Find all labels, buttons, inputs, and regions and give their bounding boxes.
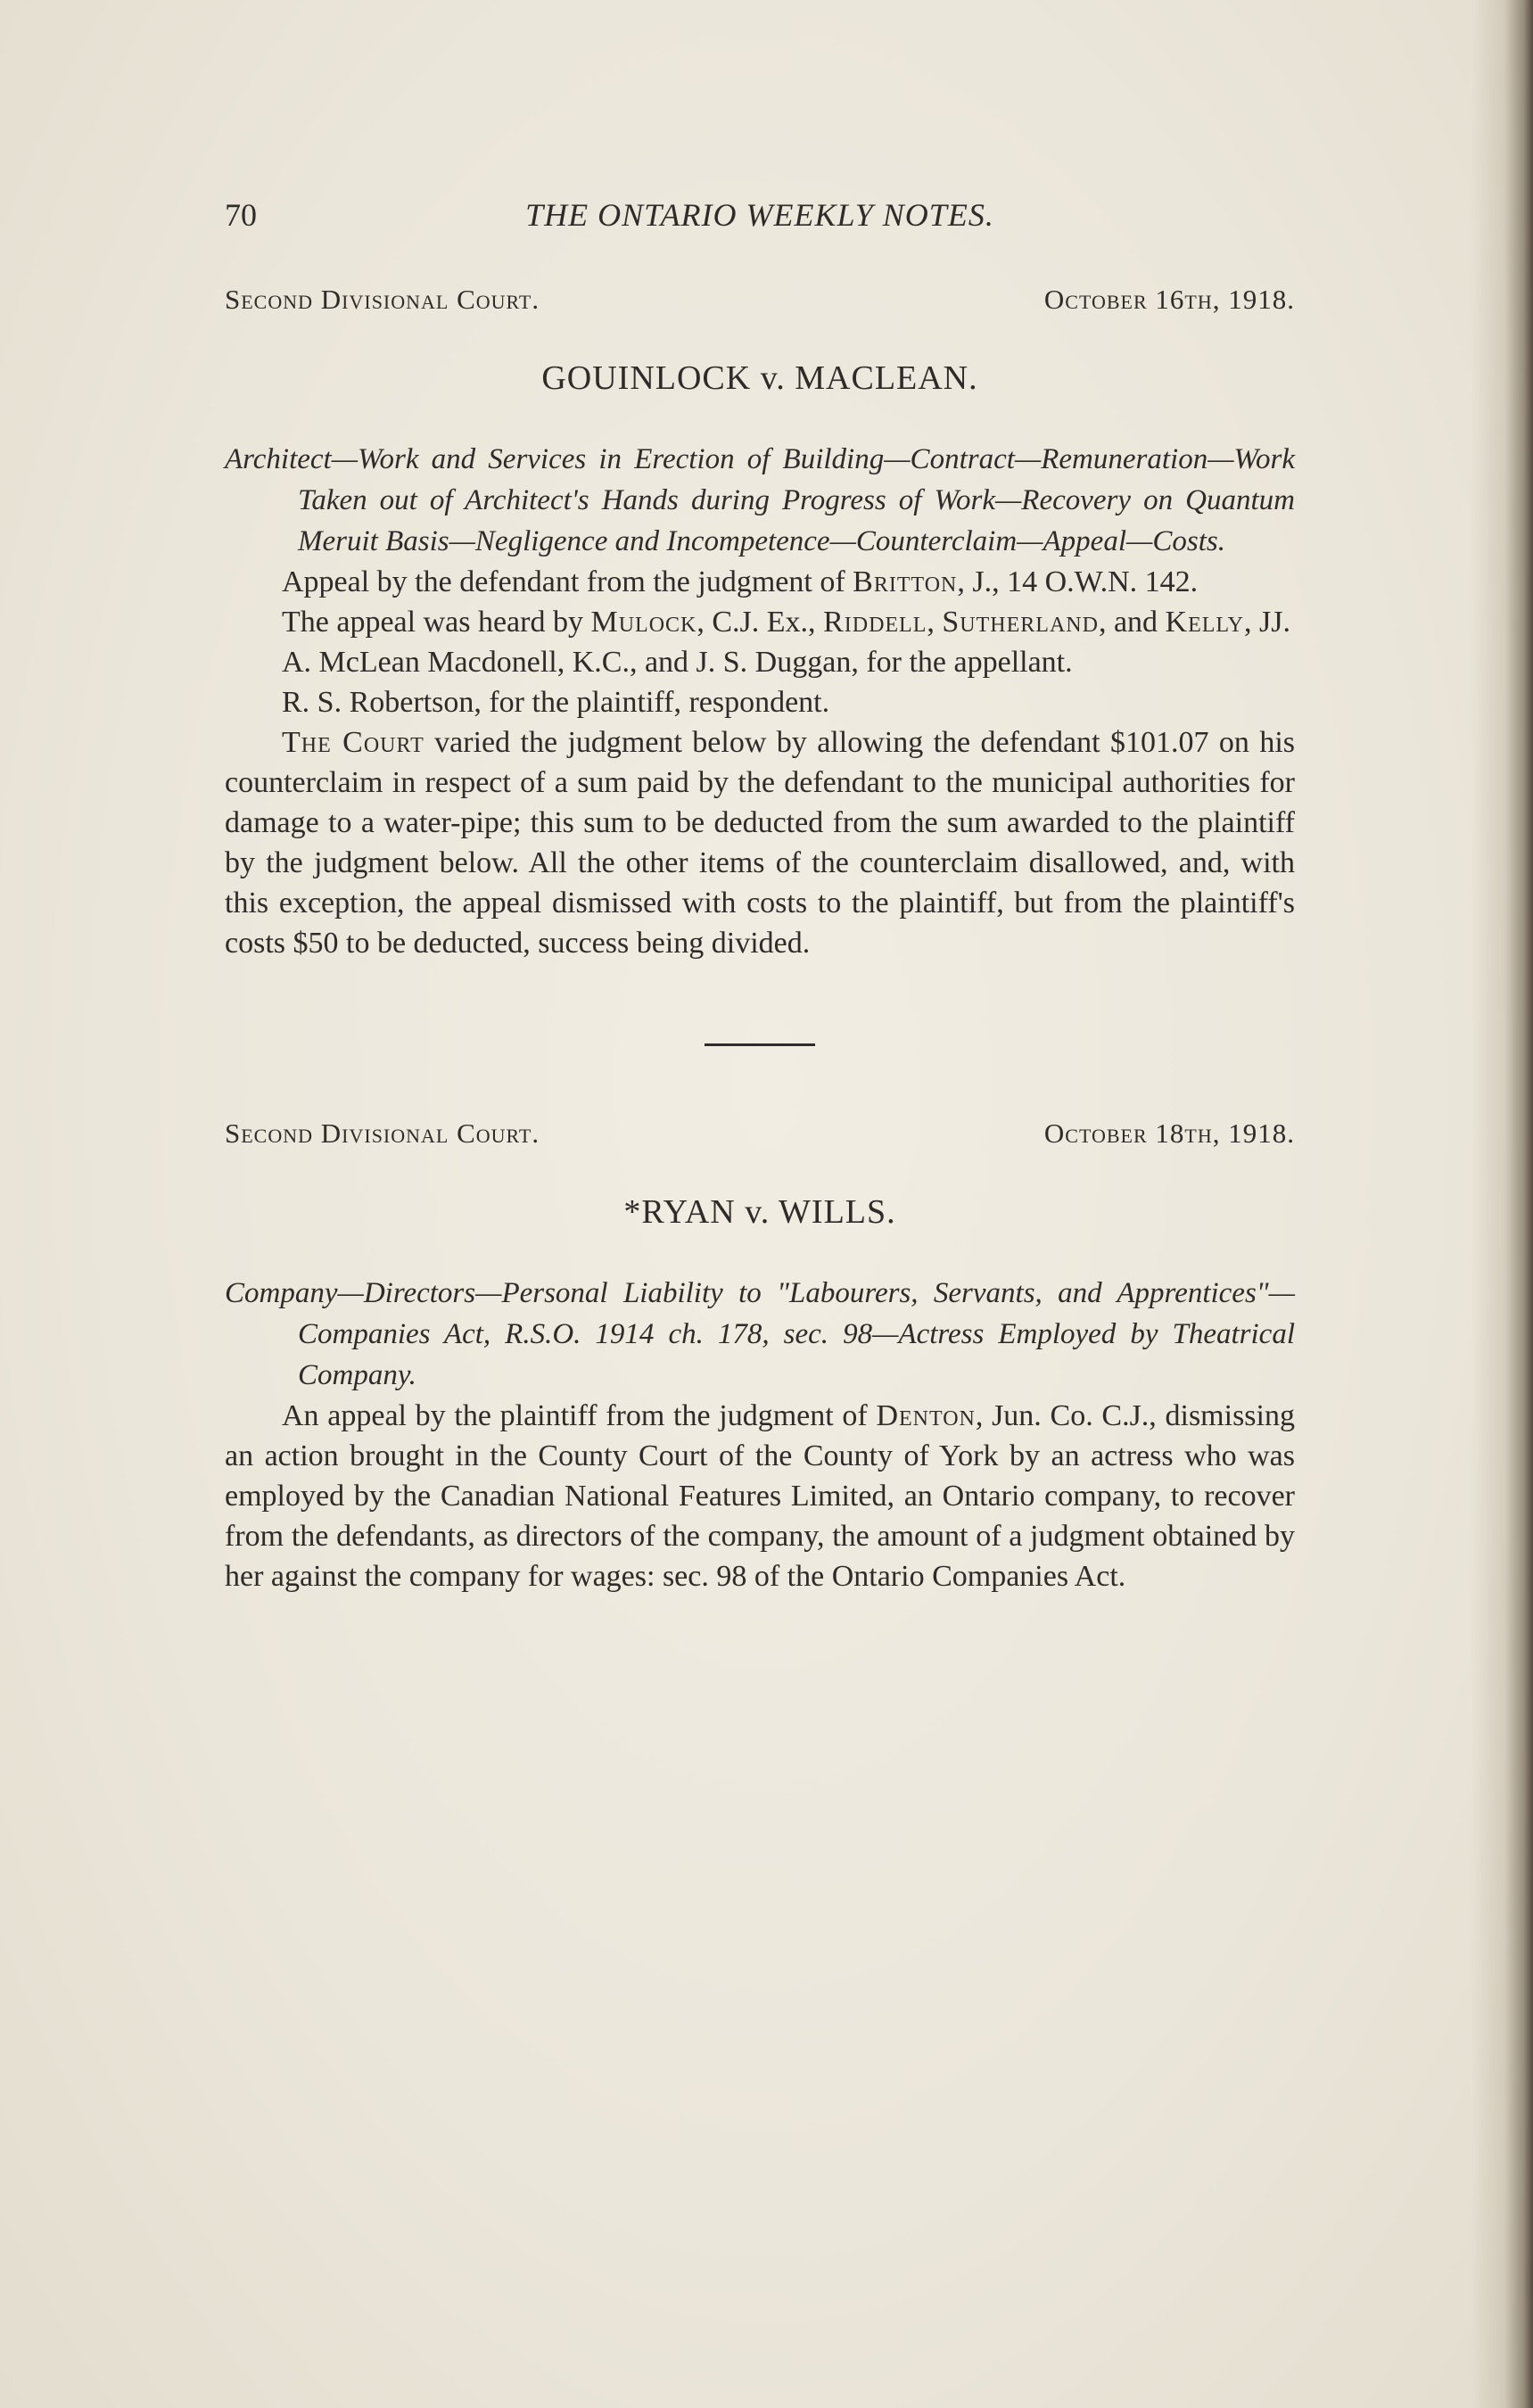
case-title: *RYAN v. WILLS. — [623, 1193, 896, 1231]
appeal-text-2: , J., 14 O.W.N. 142. — [957, 565, 1199, 598]
case-ryan-v-wills — [225, 1117, 1295, 1596]
case-gouinlock-v-maclean — [225, 284, 1295, 963]
judge-kelly: Kelly — [1165, 606, 1245, 639]
page-number: 70 — [225, 197, 257, 233]
heard-text-1: The appeal was heard by — [282, 606, 591, 639]
court-line — [225, 284, 1295, 316]
decision-date: October 18th, 1918. — [1043, 1117, 1295, 1149]
running-head — [225, 178, 1295, 232]
court-line — [225, 1117, 1295, 1150]
judge-sutherland: Sutherland — [942, 606, 1099, 639]
appeal-text-1: Appeal by the defendant from the judgment of — [282, 565, 853, 598]
judge-mulock: Mulock — [590, 606, 697, 639]
heard-text-2: , C.J. Ex., — [696, 606, 824, 639]
counsel-respondent: R. S. Robertson, for the plaintiff, respondent. — [282, 686, 830, 719]
decision-date: October 16th, 1918. — [1043, 284, 1295, 315]
court-name: Second Divisional Court. — [225, 284, 540, 315]
heard-paragraph — [225, 602, 1295, 642]
headnote: Company—Directors—Personal Liability to "Labourers, Servants, and Apprentices"—Companies Act, R.S.O. 1914 ch. 178, sec. 98—Actress Employed by Theatrical Company. — [225, 1277, 1295, 1391]
heard-text-4: , and — [1098, 606, 1166, 639]
appeal-text-1: An appeal by the plaintiff from the judgment of — [282, 1399, 877, 1432]
judgment-paragraph — [225, 722, 1295, 963]
court-name: Second Divisional Court. — [225, 1117, 540, 1149]
appeal-paragraph — [225, 562, 1295, 602]
appeal-paragraph — [225, 1396, 1295, 1596]
counsel-appellant: A. McLean Macdonell, K.C., and J. S. Duggan, for the appellant. — [282, 646, 1073, 679]
appeal-text-2: , Jun. Co. C.J., dismissing an action brought in the County Court of the County of York by an actress who was employed by the Canadian National Features Limited, an Ontario company, to recover from the defendants, as directors of the company, the amount of a judgment obtained by her against the company for wages: sec. 98 of the Ontario Companies Act. — [225, 1399, 1295, 1593]
document-page — [225, 178, 1295, 1596]
judge-riddell: Riddell — [823, 606, 927, 639]
judgment-text: varied the judgment below by allowing the defendant $101.07 on his counterclaim in respect of a sum paid by the defendant to the municipal authorities for damage to a water-pipe; this sum to be deducted from the sum awarded to the plaintiff by the judgment below. All the other items of the counterclaim disallowed, and, with this exception, the appeal dismissed with costs to the plaintiff, but from the plaintiff's costs $50 to be deducted, success being divided. — [225, 726, 1295, 960]
judge-name: Britton — [853, 565, 958, 598]
page-edge-shadow — [1471, 0, 1533, 2408]
headnote: Architect—Work and Services in Erection of Building—Contract—Remuneration—Work Taken out of Architect's Hands during Progress of Work—Recovery on Quantum Meruit Basis—Negligence and Incompetence—Counterclaim—Appeal—Costs. — [225, 443, 1295, 557]
heard-text-5: , JJ. — [1244, 606, 1290, 639]
journal-title: THE ONTARIO WEEKLY NOTES. — [525, 197, 994, 233]
heard-text-3: , — [927, 606, 943, 639]
judgment-lead: The Court — [282, 726, 424, 759]
judge-name: Denton — [876, 1399, 976, 1432]
case-title: GOUINLOCK v. MACLEAN. — [541, 359, 978, 397]
section-divider — [705, 1043, 815, 1046]
